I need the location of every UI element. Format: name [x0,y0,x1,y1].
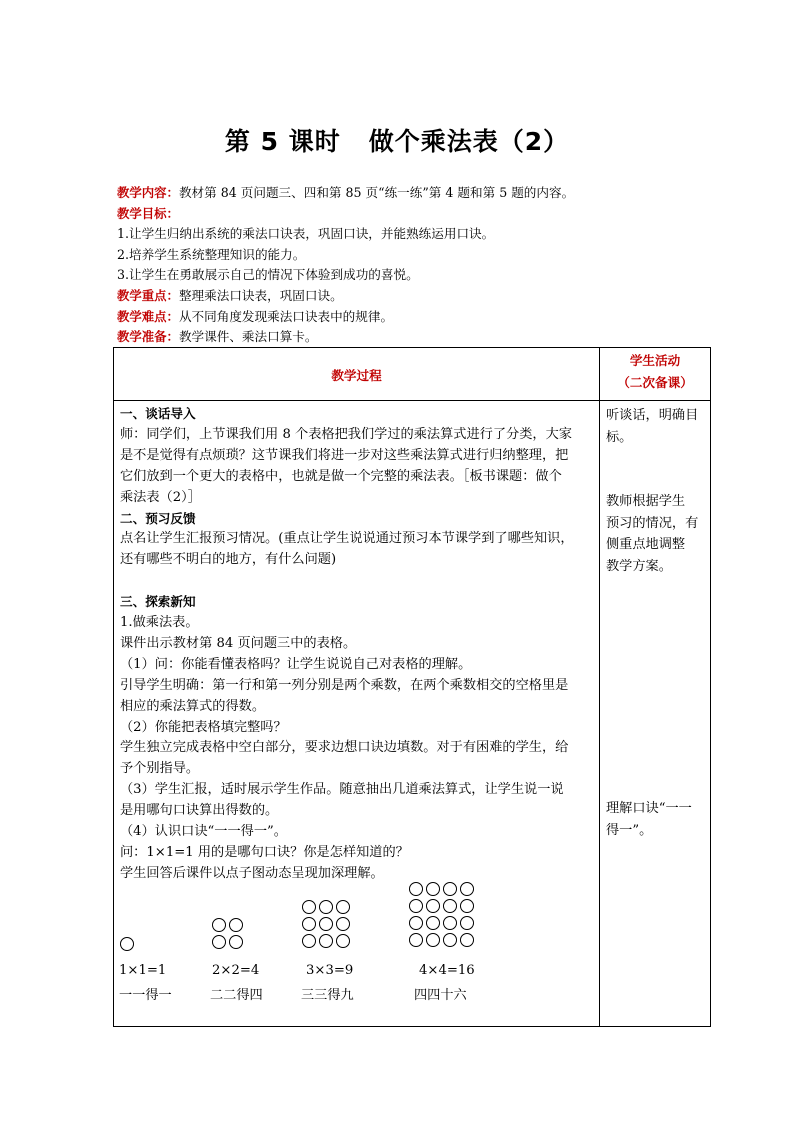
dot [443,933,457,947]
dot [229,918,243,932]
dot [460,899,474,913]
dot [336,900,350,914]
activity-note-2 [606,491,706,577]
content-line [117,183,717,204]
dot [426,933,440,947]
dot [409,933,423,947]
dot [460,916,474,930]
section-1-title: 一、谈话导入 [120,406,196,421]
content-text: 教材第 84 页问题三、四和第 85 页“练一练”第 4 题和第 5 题的内容。 [178,185,575,200]
activity-note-1 [606,405,706,448]
text-line: 问：1×1=1 用的是哪句口诀？你是怎样知道的？ [120,845,409,861]
text-line: 1.做乘法表。 [120,615,199,631]
equation-1x1: 1×1=1 [119,963,167,978]
text-line: 课件出示教材第 84 页问题三中的表格。 [120,635,357,651]
text-line: 还有哪些不明白的地方，有什么问题) [120,552,337,568]
text-line: 学生回答后课件以点子图动态呈现加深理解。 [120,865,384,881]
text-line: 引导学生明确：第一行和第一列分别是两个乘数，在两个乘数相交的空格里是 [120,677,569,693]
equation-2x2: 2×2=4 [212,963,260,978]
text-line: 学生独立完成表格中空白部分，要求边想口诀边填数。对于有困难的学生，给 [120,740,569,756]
prep-label: 教学准备： [117,329,179,345]
activity-header [600,348,711,401]
note-line: 标。 [606,429,633,445]
dot [460,882,474,896]
text-line: 予个别指导。 [120,761,200,777]
lesson-number: 第 5 课时 [224,127,341,156]
activity-note-3 [606,798,706,841]
equation-4x4: 4×4=16 [419,963,475,978]
note-line: 教师根据学生 [606,494,686,509]
difficulty-text: 从不同角度发现乘法口诀表中的规律。 [178,308,394,324]
process-header: 教学过程 [114,348,600,401]
text-line: 师：同学们，上节课我们用 8 个表格把我们学过的乘法算式进行了分类，大家 [120,426,572,442]
dot [229,935,243,949]
note-line: 听谈话，明确目 [606,408,699,423]
dot [443,916,457,930]
dot [336,934,350,948]
key-label: 教学重点： [117,287,179,303]
goal-item: 2.培养学生系统整理知识的能力。 [117,246,306,262]
text-line: 点名让学生汇报预习情况。(重点让学生说说通过预习本节课学到了哪些知识， [120,531,574,547]
goals-line [117,204,717,225]
note-line: 教学方案。 [606,558,672,574]
note-line: 侧重点地调整 [606,537,686,552]
dot [319,934,333,948]
text-line: （1）问：你能看懂表格吗？让学生说说自己对表格的理解。 [120,656,472,672]
text-line: （3）学生汇报，适时展示学生作品。随意抽出几道乘法算式，让学生说一说 [120,782,564,798]
dot [336,917,350,931]
equation-3x3: 3×3=9 [306,963,354,978]
note-line: 理解口诀“一一 [606,801,692,816]
content-label: 教学内容： [117,185,179,200]
difficulty-line [117,307,717,328]
dot [409,882,423,896]
dot [302,900,316,914]
key-line [117,286,717,307]
section-3-title: 三、探索新知 [120,594,196,610]
goal-item: 1.让学生归纳出系统的乘法口诀表，巩固口诀，并能熟练运用口诀。 [117,226,495,242]
goal-item: 3.让学生在勇敢展示自己的情况下体验到成功的喜悦。 [117,267,419,283]
rhyme-2: 二二得四 [210,988,263,1003]
dot-diagrams [113,880,593,1010]
note-line: 得一”。 [606,822,653,838]
dot [302,934,316,948]
prep-text: 教学课件、乘法口算卡。 [178,329,318,345]
dot [120,937,134,951]
dot [426,916,440,930]
text-line: 乘法表（2）］ [120,489,201,505]
dot [319,917,333,931]
text-line: 相应的乘法算式的得数。 [120,698,266,714]
activity-header-line2: （二次备课） [617,375,693,390]
lesson-name: 做个乘法表（2） [368,127,570,156]
text-line: 是用哪句口诀算出得数的。 [120,803,279,819]
dot [443,899,457,913]
dot [460,933,474,947]
text-line: （2）你能把表格填完整吗？ [120,719,287,735]
text-line: 它们放到一个更大的表格中，也就是做一个完整的乘法表。［板书课题：做个 [120,468,562,484]
dot [409,916,423,930]
dot [409,899,423,913]
dot [302,917,316,931]
activity-cell [600,401,711,1027]
lesson-title [0,122,794,158]
prep-line [117,327,717,348]
rhyme-1: 一一得一 [119,988,172,1003]
dot [212,935,226,949]
rhyme-3: 三三得九 [301,988,354,1003]
lesson-intro [117,183,717,348]
activity-header-line1: 学生活动 [629,353,681,368]
goals-label: 教学目标： [117,205,179,221]
text-line: （4）认识口诀“一一得一”。 [120,824,287,840]
note-line: 预习的情况，有 [606,515,699,531]
dot [426,899,440,913]
rhyme-4: 四四十六 [414,988,467,1003]
section-2-title: 二、预习反馈 [120,510,196,526]
dot [319,900,333,914]
difficulty-label: 教学难点： [117,308,179,324]
key-text: 整理乘法口诀表，巩固口诀。 [178,287,343,303]
dot [426,882,440,896]
dot [212,918,226,932]
dot [443,882,457,896]
text-line: 是不是觉得有点烦琐？这节课我们将进一步对这些乘法算式进行归纳整理，把 [120,447,569,463]
